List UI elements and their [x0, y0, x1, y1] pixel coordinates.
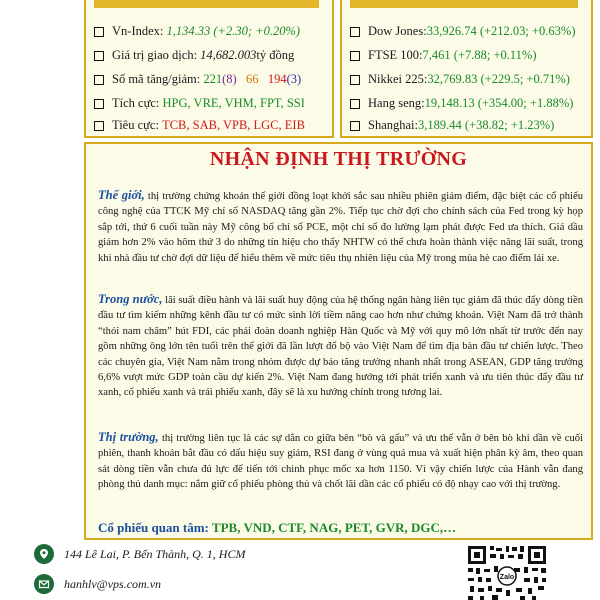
watchlist-stocks: Cổ phiếu quan tâm: TPB, VND, CTF, NAG, PET, GVR, DGC,…	[98, 520, 457, 535]
shanghai-row: Shanghai: 3,189.44 (+38.82; +1.23%)	[350, 118, 554, 133]
trading-value-row: Giá trị giao dịch: 14,682.003 tỷ đồng	[94, 48, 294, 63]
email-row	[34, 574, 161, 594]
checkbox-icon	[350, 51, 360, 61]
analysis-title: NHẬN ĐỊNH THỊ TRƯỜNG	[209, 148, 468, 170]
world-market-box	[340, 0, 593, 138]
checkbox-icon	[94, 99, 104, 109]
negative-stocks-row: Tiêu cực: TCB, SAB, VPB, LGC, EIB	[94, 118, 305, 133]
checkbox-icon	[94, 27, 104, 37]
checkbox-icon	[350, 75, 360, 85]
address-row	[34, 544, 245, 564]
zalo-qr-code	[466, 544, 548, 600]
domestic-paragraph: Trong nước, lãi suất điều hành và lãi suất huy động của hệ thống ngân hàng liên tục giảm đã thúc đẩy dòng tiền đầu tư tìm kiếm những kênh đầu tư có mức sinh lời tiềm năng cao hơn như chứng khoán. Việt Nam đã trở thành “thỏi nam châm” hút FDI, các phái đoàn doanh nghiệp Hàn Quốc và Mỹ với quy mô lớn nhất từ trước đến nay gồm những ông lớn tên tuổi trên thế giới đã lần lượt đổ bộ vào Việt Nam để tìm địa bàn đầu tư chiến lược. Theo các chuyên gia, Việt Nam nằm trong nhóm được dự báo tăng trưởng nhanh nhất trong ASEAN, GDP tăng trưởng 6,6% vượt mức GDP toàn cầu dự kiến 2%. Việt Nam đang hướng tới phát triển xanh và ưu tiên thúc đẩy đầu tư xanh, cổ phiếu xanh và trái phiếu xanh, đây sẽ là xu hướng chính trong tương lai.	[98, 292, 584, 399]
zalo-label: Zalo	[499, 574, 515, 581]
dow-jones-row: Dow Jones: 33,926.74 (+212.03; +0.63%)	[350, 24, 576, 39]
vn-index-row: Vn-Index: 1,134.33 (+2.30; +0.20%)	[94, 24, 300, 39]
mail-icon	[34, 574, 54, 594]
checkbox-icon	[94, 51, 104, 61]
checkbox-icon	[94, 121, 104, 131]
address-text: 144 Lê Lai, P. Bến Thành, Q. 1, HCM	[64, 546, 246, 561]
nikkei-row: Nikkei 225: 32,769.83 (+229.5; +0.71%)	[350, 72, 570, 87]
checkbox-icon	[350, 121, 360, 131]
vn-market-box	[84, 0, 334, 138]
market-analysis-box	[84, 142, 593, 540]
hang-seng-row: Hang seng: 19,148.13 (+354.00; +1.88%)	[350, 96, 573, 111]
vn-market-tab	[94, 0, 319, 8]
checkbox-icon	[350, 27, 360, 37]
world-market-tab	[350, 0, 578, 8]
ftse-row: FTSE 100: 7,461 (+7.88; +0.11%)	[350, 48, 537, 63]
checkbox-icon	[350, 99, 360, 109]
market-paragraph: Thị trường, thị trường liên tục là các sự dằn co giữa bên “bò và gấu” và ưu thế vẫn ở bên bò khi dần về cuối phiên, thanh khoản bắt đầu có dấu hiệu suy giảm, RSI đang ở vùng quá mua và xuất hiện phân kỳ âm, theo quan sát dòng tiền vẫn chưa đủ lực để tiến tới chinh phục mốc xa hơn 1150. Vì vậy chiến lược của Hành vẫn đang phòng thủ danh mục: nắm giữ cổ phiếu phòng thủ và chốt lãi dần các cổ phiếu có độ nhạy cao với thị trường.	[98, 430, 584, 491]
location-pin-icon	[34, 544, 54, 564]
positive-stocks-row: Tích cực: HPG, VRE, VHM, FPT, SSI	[94, 96, 305, 111]
email-link[interactable]: hanhlv@vps.com.vn	[64, 576, 162, 591]
world-paragraph: Thế giới, thị trường chứng khoán thế giới đồng loạt khởi sắc sau nhiều phiên giảm điểm, đặc biệt các cổ phiếu công nghệ của TTCK Mỹ chỉ số NASDAQ tăng gần 2%. Tiếp tục chờ đợi cho chính sách của Fed trong kỳ họp sắp tới, thứ 6 cuối tuần này Mỹ công bố chỉ số PCE, một chỉ số đo lường lạm phát được Fed ưa thích. Giá dầu giảm hơn 2% vào hôm thứ 3 do những tín hiệu cho thấy NHTW có thể chưa hoàn thành việc nâng lãi suất, trong khi nhà đầu tư chờ đợi dữ liệu để hiểu thêm về mức tiêu thụ nhiên liệu của Mỹ trong mùa hè cao điểm lái xe.	[98, 188, 584, 264]
advance-decline-row: Số mã tăng/giảm: 221 (8) 66 194 (3)	[94, 72, 301, 87]
checkbox-icon	[94, 75, 104, 85]
